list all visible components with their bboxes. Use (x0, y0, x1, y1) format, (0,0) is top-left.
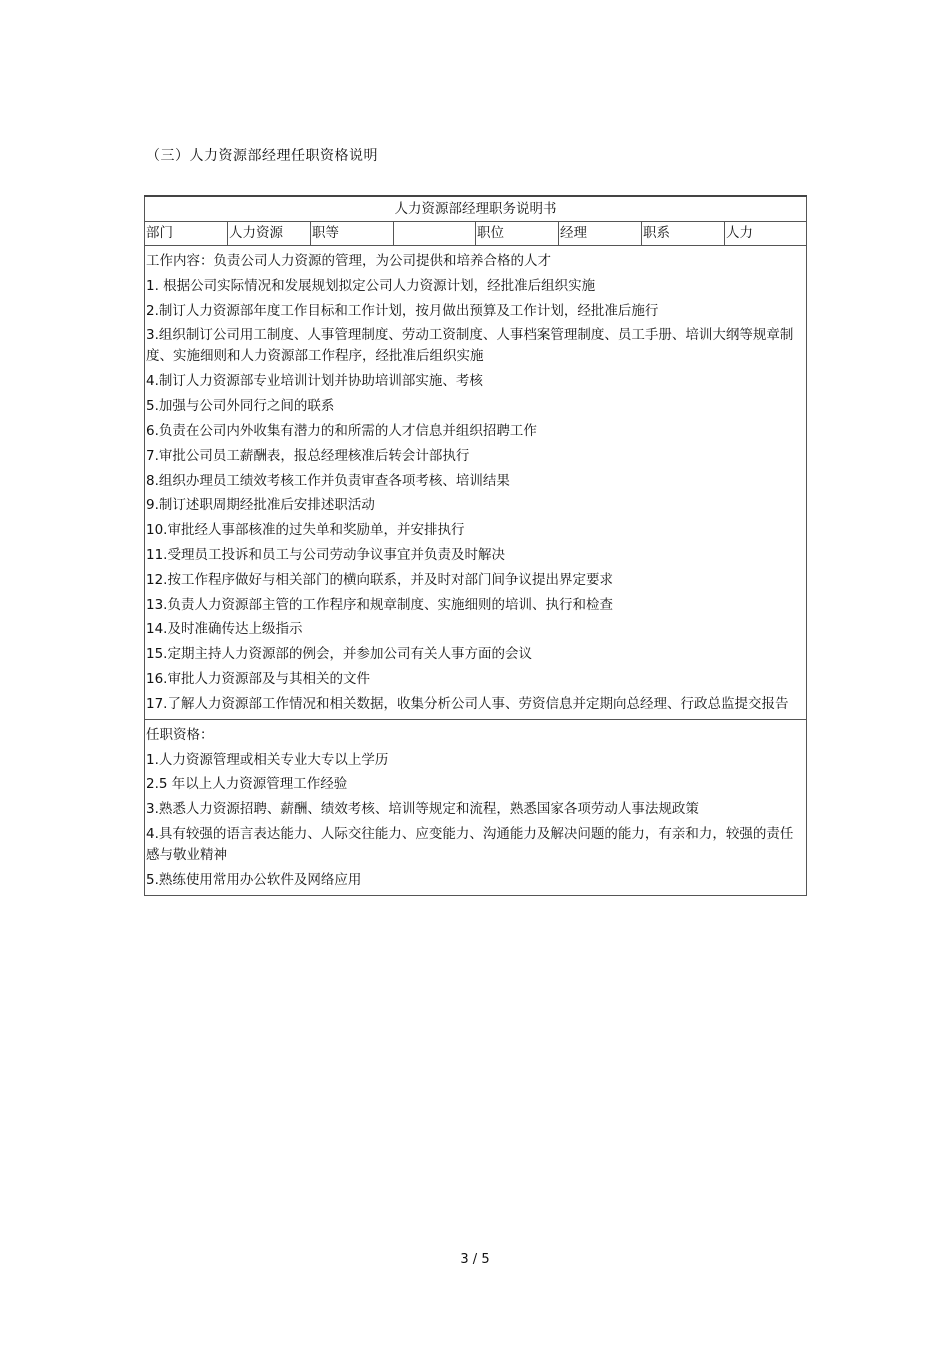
position-value: 经理 (559, 222, 642, 246)
list-item: 15.定期主持人力资源部的例会，并参加公司有关人事方面的会议 (146, 646, 532, 663)
list-item: 5.熟练使用常用办公软件及网络应用 (146, 872, 362, 889)
grade-label: 职等 (311, 222, 394, 246)
list-item: 9.制订述职周期经批准后安排述职活动 (146, 497, 375, 514)
list-item: 2.5 年以上人力资源管理工作经验 (146, 776, 348, 793)
list-item: 4.制订人力资源部专业培训计划并协助培训部实施、考核 (146, 373, 483, 390)
page-number: 3 / 5 (460, 1252, 490, 1267)
series-value: 人力 (725, 222, 807, 246)
list-item: 1. 根据公司实际情况和发展规划拟定公司人力资源计划，经批准后组织实施 (146, 277, 596, 294)
list-item: 7.审批公司员工薪酬表，报总经理核准后转会计部执行 (146, 447, 470, 464)
qualifications-cell (145, 719, 807, 895)
table-title: 人力资源部经理职务说明书 (145, 196, 807, 222)
list-item: 8.组织办理员工绩效考核工作并负责审查各项考核、培训结果 (146, 472, 510, 489)
list-item: 11.受理员工投诉和员工与公司劳动争议事宜并负责及时解决 (146, 546, 505, 563)
list-item: 10.审批经人事部核准的过失单和奖励单，并安排执行 (146, 522, 465, 539)
dept-label: 部门 (145, 222, 228, 246)
list-item: 12.按工作程序做好与相关部门的横向联系，并及时对部门间争议提出界定要求 (146, 571, 613, 588)
series-label: 职系 (642, 222, 725, 246)
list-item: 14.及时准确传达上级指示 (146, 621, 303, 638)
section-heading: （三）人力资源部经理任职资格说明 (146, 148, 378, 164)
list-item: 6.负责在公司内外收集有潜力的和所需的人才信息并组织招聘工作 (146, 422, 537, 439)
grade-value (394, 222, 476, 246)
list-item: 4.具有较强的语言表达能力、人际交往能力、应变能力、沟通能力及解决问题的能力，有亲和力，较强的责任感与敬业精神 (146, 826, 794, 864)
list-item: 3.组织制订公司用工制度、人事管理制度、劳动工资制度、人事档案管理制度、员工手册、培训大纲等规章制度、实施细则和人力资源部工作程序，经批准后组织实施 (146, 327, 794, 365)
list-item: 1.人力资源管理或相关专业大专以上学历 (146, 751, 389, 768)
list-item: 16.审批人力资源部及与其相关的文件 (146, 670, 370, 687)
list-item: 13.负责人力资源部主管的工作程序和规章制度、实施细则的培训、执行和检查 (146, 596, 613, 613)
job-description-table (144, 195, 807, 896)
dept-value: 人力资源 (228, 222, 311, 246)
list-item: 3.熟悉人力资源招聘、薪酬、绩效考核、培训等规定和流程，熟悉国家各项劳动人事法规政策 (146, 801, 699, 818)
duties-header: 工作内容：负责公司人力资源的管理，为公司提供和培养合格的人才 (146, 253, 551, 269)
position-label: 职位 (476, 222, 559, 246)
duties-cell (145, 246, 807, 720)
list-item: 2.制订人力资源部年度工作目标和工作计划，按月做出预算及工作计划，经批准后施行 (146, 302, 659, 319)
list-item: 17.了解人力资源部工作情况和相关数据，收集分析公司人事、劳资信息并定期向总经理、行政总监提交报告 (146, 695, 789, 712)
list-item: 5.加强与公司外同行之间的联系 (146, 398, 335, 415)
meta-row (145, 222, 807, 246)
qualifications-header: 任职资格： (146, 726, 214, 743)
